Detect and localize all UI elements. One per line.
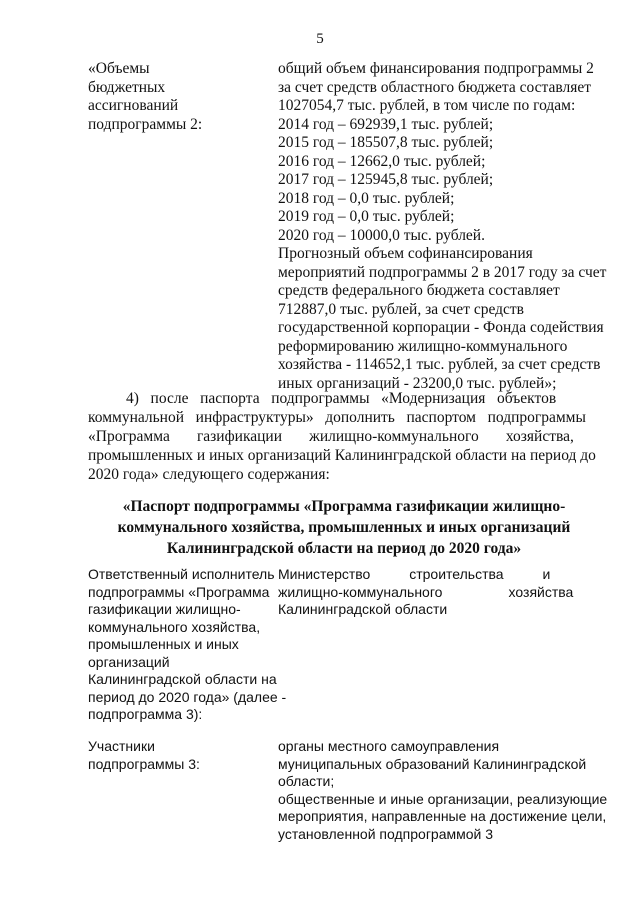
label-line: организаций — [88, 653, 170, 670]
value-line: реформированию жилищно-коммунального — [278, 337, 568, 355]
label-line: ассигнований — [88, 97, 179, 114]
label-line: подпрограммы 2: — [88, 115, 203, 133]
value-line: Министерство строительства и — [278, 566, 551, 582]
label-line: подпрограммы 3: — [88, 755, 200, 772]
value-line: общественные и иные организации, реализующие — [278, 790, 608, 807]
value-line: установленной подпрограммой 3 — [278, 825, 494, 842]
passport-heading — [88, 496, 600, 559]
value-line: 2015 год – 185507,8 тыс. рублей; — [278, 134, 494, 151]
value-line: муниципальных образований Калининградской — [278, 755, 587, 772]
budget-allocations-label — [88, 60, 268, 134]
heading-line: Калининградской области на период до 2020 года» — [166, 540, 522, 557]
label-line: период до 2020 года» (далее - — [88, 688, 287, 705]
value-line: мероприятия, направленные на достижение цели, — [278, 808, 607, 824]
value-line: государственной корпорации - Фонда содействия — [278, 319, 604, 336]
value-line: 1027054,7 тыс. рублей, в том числе по годам: — [278, 97, 576, 114]
value-line: мероприятий подпрограммы 2 в 2017 году за счет — [278, 263, 607, 281]
value-line: 2017 год – 125945,8 тыс. рублей; — [278, 171, 494, 188]
value-line: Прогнозный объем софинансирования — [278, 245, 533, 262]
label-line: промышленных и иных — [88, 636, 239, 652]
value-line: иных организаций - 23200,0 тыс. рублей»; — [278, 374, 557, 392]
label-line: Калининградской области на — [88, 671, 277, 687]
paragraph-line: «Программа газификации жилищно-коммунального хозяйства, — [88, 428, 574, 445]
responsible-executor-value — [278, 566, 600, 619]
value-line: за счет средств областного бюджета составляет — [278, 78, 592, 96]
paragraph-line: коммунальной инфраструктуры» дополнить паспортом подпрограммы — [88, 409, 586, 426]
value-line: Калининградской области — [278, 601, 448, 617]
label-line: подпрограмма 3): — [88, 706, 203, 722]
value-line: хозяйства - 114652,1 тыс. рублей, за счет средств — [278, 356, 601, 373]
label-line: коммунального хозяйства, — [88, 618, 261, 635]
participants-value — [278, 738, 608, 843]
value-line: 2016 год – 12662,0 тыс. рублей; — [278, 152, 486, 170]
label-line: газификации жилищно- — [88, 601, 241, 617]
heading-line: «Паспорт подпрограммы «Программа газификации жилищно- — [122, 498, 566, 515]
label-line: «Объемы — [88, 60, 150, 77]
participants-label — [88, 738, 268, 773]
label-line: Участники — [88, 738, 155, 754]
page-number: 5 — [316, 31, 324, 47]
responsible-executor-label — [88, 566, 287, 724]
value-line: средств федерального бюджета составляет — [278, 282, 560, 299]
label-line: бюджетных — [88, 78, 166, 96]
budget-allocations-value — [278, 60, 607, 393]
value-line: 2019 год – 0,0 тыс. рублей; — [278, 208, 455, 225]
value-line: 712887,0 тыс. рублей, за счет средств — [278, 300, 525, 318]
heading-line: коммунального хозяйства, промышленных и иных организаций — [117, 519, 571, 536]
label-line: Ответственный исполнитель — [88, 566, 275, 582]
value-line: 2014 год – 692939,1 тыс. рублей; — [278, 115, 494, 133]
value-line: 2020 год – 10000,0 тыс. рублей. — [278, 226, 485, 244]
value-line: органы местного самоуправления — [278, 738, 500, 754]
item-4-paragraph — [88, 389, 600, 484]
value-line: 2018 год – 0,0 тыс. рублей; — [278, 189, 455, 207]
value-line: жилищно-коммунального хозяйства — [278, 583, 574, 600]
paragraph-line: промышленных и иных организаций Калининградской области на период до — [88, 447, 596, 464]
paragraph-line: 4) после паспорта подпрограммы «Модернизация объектов — [126, 390, 557, 407]
value-line: общий объем финансирования подпрограммы 2 — [278, 60, 594, 77]
paragraph-line: 2020 года» следующего содержания: — [88, 466, 330, 483]
label-line: подпрограммы «Программа — [88, 583, 270, 600]
value-line: области; — [278, 773, 335, 789]
